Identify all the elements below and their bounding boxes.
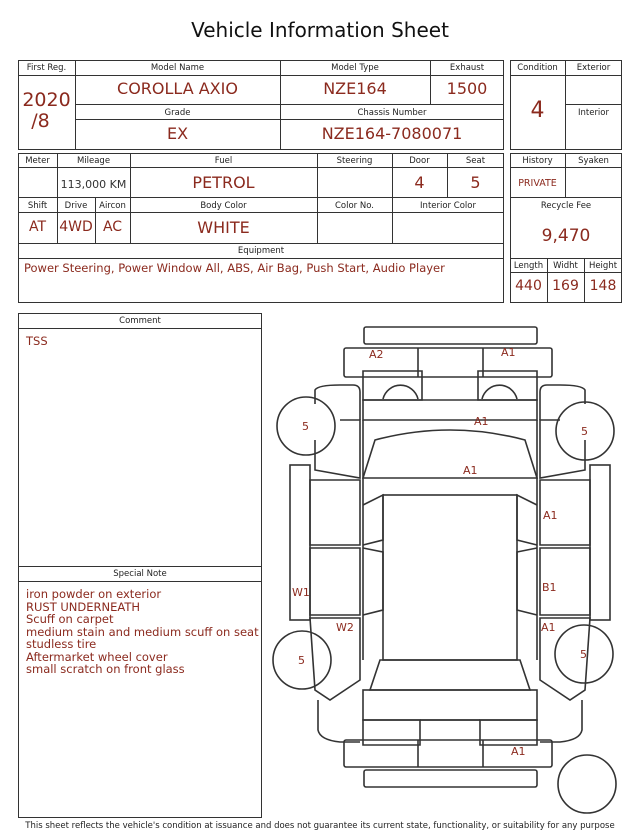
body-color-value: WHITE xyxy=(197,218,250,237)
exhaust-value: 1500 xyxy=(446,79,488,98)
meter-label: Meter xyxy=(25,156,50,166)
model-name-value: COROLLA AXIO xyxy=(117,79,238,98)
mileage-label: Mileage xyxy=(76,156,111,166)
history-label: History xyxy=(522,156,553,166)
mileage-value: 113,000 KM xyxy=(60,178,127,191)
model-type-label: Model Type xyxy=(331,63,379,73)
model-type-value: NZE164 xyxy=(323,79,387,98)
condition-label: Condition xyxy=(517,63,558,73)
first-reg-label: First Reg. xyxy=(26,63,67,73)
width-value: 169 xyxy=(552,278,579,294)
drive-label: Drive xyxy=(64,201,88,211)
history-value: PRIVATE xyxy=(518,178,557,189)
equipment-label: Equipment xyxy=(237,246,285,256)
special-note-label: Special Note xyxy=(113,569,167,579)
mark-rear-bumper-right: A1 xyxy=(511,745,526,758)
first-reg-month: /8 xyxy=(31,110,50,132)
comment-label: Comment xyxy=(119,316,161,326)
syaken-label: Syaken xyxy=(578,156,609,166)
mark-windshield: A1 xyxy=(463,464,478,477)
special-note-line: medium stain and medium scuff on seat xyxy=(26,624,259,639)
exterior-label: Exterior xyxy=(576,63,611,73)
door-value: 4 xyxy=(414,173,425,192)
shift-label: Shift xyxy=(27,201,48,211)
chassis-number-value: NZE164-7080071 xyxy=(321,124,463,143)
interior-label: Interior xyxy=(577,108,609,118)
grade-value: EX xyxy=(166,124,189,143)
comment-value: TSS xyxy=(26,334,48,348)
mark-hood: A1 xyxy=(474,415,489,428)
mark-tire-front-right: 5 xyxy=(581,425,588,438)
fuel-label: Fuel xyxy=(214,156,233,166)
exhaust-label: Exhaust xyxy=(449,63,485,73)
special-note-line: studless tire xyxy=(26,637,97,651)
color-no-label: Color No. xyxy=(334,201,374,211)
mark-front-bumper-right: A1 xyxy=(501,346,516,359)
model-name-label: Model Name xyxy=(150,63,205,73)
mark-left-rear-door: W2 xyxy=(336,621,354,634)
equipment-value: Power Steering, Power Window All, ABS, Air Bag, Push Start, Audio Player xyxy=(24,261,445,275)
mark-left-sill: W1 xyxy=(292,586,310,599)
seat-label: Seat xyxy=(465,156,486,166)
condition-value: 4 xyxy=(530,98,545,123)
special-note-line: Aftermarket wheel cover xyxy=(26,649,168,664)
recycle-fee-value: 9,470 xyxy=(541,226,591,246)
mark-front-bumper-left: A2 xyxy=(369,348,384,361)
steering-label: Steering xyxy=(336,156,373,166)
aircon-label: Aircon xyxy=(99,201,126,211)
aircon-value: AC xyxy=(102,219,123,235)
mark-tire-rear-left: 5 xyxy=(298,654,305,667)
length-value: 440 xyxy=(515,278,542,294)
shift-value: AT xyxy=(28,219,47,235)
special-note-line: Scuff on carpet xyxy=(26,612,114,626)
drive-value: 4WD xyxy=(59,219,93,235)
mark-tire-rear-right: 5 xyxy=(580,648,587,661)
height-label: Height xyxy=(588,261,618,271)
interior-color-label: Interior Color xyxy=(420,201,476,211)
width-label: Widht xyxy=(553,261,578,271)
mark-right-rear-door: B1 xyxy=(542,581,557,594)
fuel-value: PETROL xyxy=(192,173,255,192)
mark-tire-front-left: 5 xyxy=(302,420,309,433)
body-color-label: Body Color xyxy=(200,201,247,211)
length-label: Length xyxy=(513,261,544,271)
grade-label: Grade xyxy=(164,108,191,118)
mark-right-rear-fender: A1 xyxy=(541,621,556,634)
page-title: Vehicle Information Sheet xyxy=(191,18,449,42)
special-note-line: RUST UNDERNEATH xyxy=(26,599,141,614)
door-label: Door xyxy=(409,156,430,166)
special-note-line: iron powder on exterior xyxy=(26,587,162,601)
height-value: 148 xyxy=(589,278,617,294)
mark-right-front-fender: A1 xyxy=(543,509,558,522)
first-reg-year: 2020 xyxy=(22,89,71,111)
chassis-number-label: Chassis Number xyxy=(357,108,427,118)
recycle-fee-label: Recycle Fee xyxy=(540,201,592,211)
seat-value: 5 xyxy=(470,173,481,192)
car-damage-diagram xyxy=(270,320,630,820)
special-note-line: small scratch on front glass xyxy=(26,662,185,676)
footer-disclaimer: This sheet reflects the vehicle's condition at issuance and does not guarantee its current state, functionality, or suitability for any purpose xyxy=(25,821,615,831)
